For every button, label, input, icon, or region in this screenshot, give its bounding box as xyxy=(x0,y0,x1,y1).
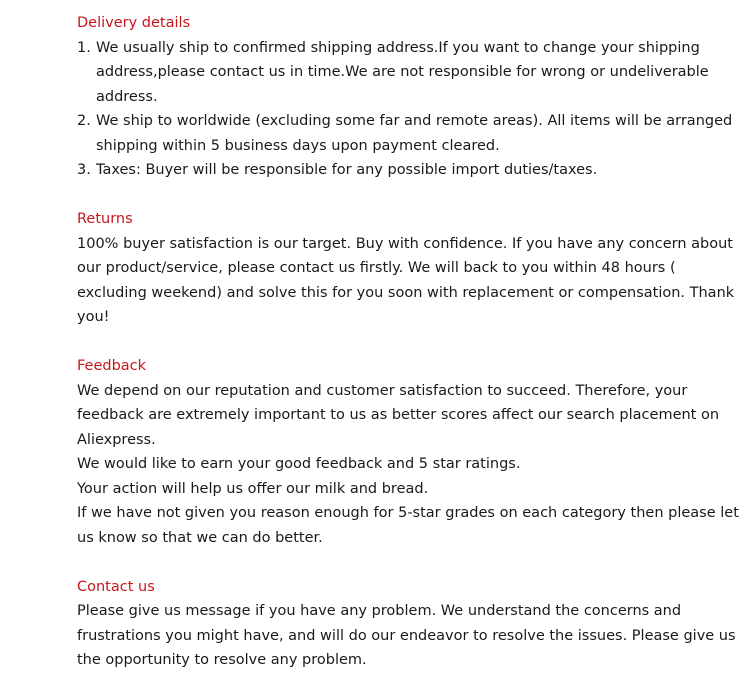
list-item xyxy=(77,109,742,158)
contact-text: Please give us message if you have any problem. We understand the concerns and frustrations you might have, and will do our endeavor to resolve the issues. Please give us the opportunity to resolve any problem. xyxy=(77,603,736,668)
feedback-section xyxy=(77,354,742,550)
list-item-number: 2. xyxy=(77,113,91,129)
feedback-paragraph: Your action will help us offer our milk and bread. xyxy=(77,480,429,497)
contact-section xyxy=(77,575,742,673)
list-item-text: We usually ship to confirmed shipping address.If you want to change your shipping address,please contact us in time.We are not responsible for wrong or undeliverable address. xyxy=(96,39,709,105)
list-item xyxy=(77,36,742,110)
list-item xyxy=(77,158,742,183)
delivery-list xyxy=(77,36,742,183)
list-item-text: Taxes: Buyer will be responsible for any possible import duties/taxes. xyxy=(96,162,598,178)
policy-content xyxy=(77,11,742,673)
feedback-paragraph: If we have not given you reason enough for 5-star grades on each category then please let us know so that we can do better. xyxy=(77,505,739,546)
returns-heading: Returns xyxy=(77,211,133,227)
returns-section xyxy=(77,207,742,330)
contact-heading: Contact us xyxy=(77,578,155,595)
feedback-paragraph: We would like to earn your good feedback and 5 star ratings. xyxy=(77,456,521,472)
feedback-heading: Feedback xyxy=(77,358,147,374)
delivery-heading: Delivery details xyxy=(77,15,191,31)
list-item-number: 3. xyxy=(77,162,91,178)
feedback-paragraph: We depend on our reputation and customer satisfaction to succeed. Therefore, your feedback are extremely important to us as better scores affect our search placement on Aliexpress. xyxy=(77,382,720,448)
returns-text: 100% buyer satisfaction is our target. Buy with confidence. If you have any concern about our product/service, please contact us firstly. We will back to you within 48 hours ( excluding weekend) and solve this for you soon with replacement or compensation. Thank you! xyxy=(77,235,735,325)
list-item-number: 1. xyxy=(77,39,91,56)
list-item-text: We ship to worldwide (excluding some far and remote areas). All items will be arranged shipping within 5 business days upon payment cleared. xyxy=(96,113,733,154)
delivery-section xyxy=(77,11,742,183)
